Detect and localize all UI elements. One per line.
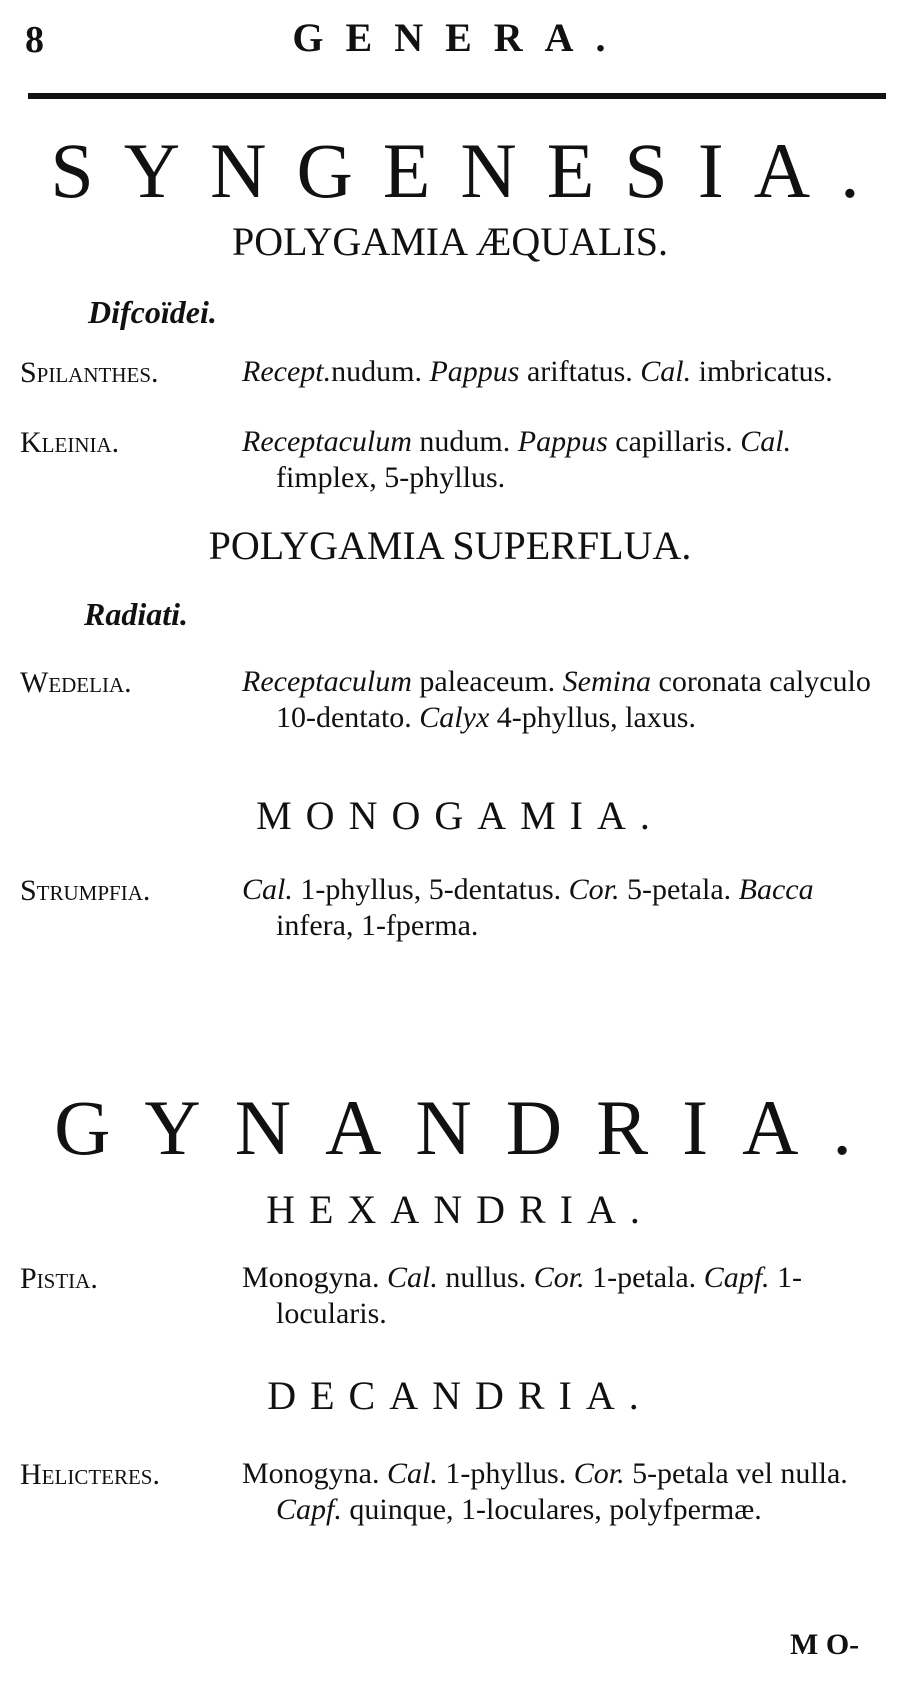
description-text: quinque, 1-loculares, polyfpermæ. bbox=[341, 1493, 762, 1526]
order-title-polygamia-superflua: POLYGAMIA SUPERFLUA. bbox=[208, 523, 692, 568]
description-text: 5-petala. bbox=[619, 873, 739, 906]
italic-term: Cal. bbox=[740, 425, 792, 458]
italic-term: Bacca bbox=[738, 873, 814, 906]
catchword: M O- bbox=[790, 1628, 860, 1661]
italic-term: Pappus bbox=[517, 425, 608, 458]
genus-name-helicteres: Helicteres. bbox=[20, 1458, 160, 1491]
italic-term: Capf. bbox=[703, 1261, 770, 1294]
description-text: infera, 1-fperma. bbox=[276, 909, 479, 942]
group-heading-discoidei: Difcoïdei. bbox=[88, 294, 217, 330]
italic-term: Cal. bbox=[640, 355, 692, 388]
header-rule bbox=[28, 93, 886, 99]
genus-name-spilanthes: Spilanthes. bbox=[20, 356, 159, 389]
italic-term: Recept. bbox=[242, 355, 332, 388]
page-number: 8 bbox=[25, 19, 44, 61]
description-text: Monogyna. bbox=[242, 1261, 387, 1294]
italic-term: Cor. bbox=[568, 873, 620, 906]
description-text: nudum. bbox=[331, 355, 430, 388]
italic-term: Receptaculum bbox=[242, 425, 412, 458]
description-text: 4-phyllus, laxus. bbox=[489, 701, 696, 734]
class-title-syngenesia: SYNGENESIA. bbox=[50, 127, 890, 214]
description-text: capillaris. bbox=[607, 425, 741, 458]
class-title-gynandria: GYNANDRIA. bbox=[54, 1084, 886, 1171]
italic-term: Receptaculum bbox=[242, 665, 412, 698]
description-text: fimplex, 5-phyllus. bbox=[276, 461, 506, 494]
genus-description-spilanthes bbox=[242, 354, 890, 390]
order-title-polygamia-aequalis: POLYGAMIA ÆQUALIS. bbox=[231, 219, 668, 264]
italic-term: Cal. bbox=[242, 873, 293, 906]
italic-term: Cor. bbox=[533, 1261, 585, 1294]
italic-term: Semina bbox=[562, 665, 651, 698]
genus-description-helicteres bbox=[242, 1456, 890, 1528]
description-text: 1-phyllus, 5-dentatus. bbox=[292, 873, 569, 906]
description-text: imbricatus. bbox=[691, 355, 833, 388]
description-text: 1-petala. bbox=[584, 1261, 704, 1294]
description-text: 1-phyllus. bbox=[437, 1457, 574, 1490]
italic-term: Cal. bbox=[387, 1457, 438, 1490]
genus-description-kleinia bbox=[242, 424, 890, 496]
genus-name-kleinia: Kleinia. bbox=[20, 426, 120, 459]
order-title-decandria: DECANDRIA. bbox=[267, 1373, 653, 1418]
genus-name-wedelia: Wedelia. bbox=[20, 666, 132, 699]
description-text: ariftatus. bbox=[519, 355, 641, 388]
genus-name-strumpfia: Strumpfia. bbox=[20, 874, 151, 907]
italic-term: Capf. bbox=[276, 1493, 342, 1526]
italic-term: Calyx bbox=[419, 701, 490, 734]
genus-description-pistia bbox=[242, 1260, 890, 1332]
order-title-hexandria: HEXANDRIA. bbox=[266, 1187, 654, 1232]
genus-description-strumpfia bbox=[242, 872, 890, 944]
italic-term: Cal. bbox=[387, 1261, 438, 1294]
description-text: coronata calyculo 10-dentato. bbox=[276, 665, 871, 734]
genus-name-pistia: Pistia. bbox=[20, 1262, 98, 1295]
genus-description-wedelia bbox=[242, 664, 890, 736]
italic-term: Pappus bbox=[429, 355, 520, 388]
italic-term: Cor. bbox=[573, 1457, 625, 1490]
running-head: GENERA. bbox=[292, 15, 628, 60]
order-title-monogamia: MONOGAMIA. bbox=[256, 793, 664, 838]
description-text: 1-locularis. bbox=[276, 1261, 803, 1330]
description-text: paleaceum. bbox=[411, 665, 563, 698]
description-text: nudum. bbox=[411, 425, 518, 458]
description-text: nullus. bbox=[437, 1261, 534, 1294]
group-heading-radiati: Radiati. bbox=[84, 596, 189, 632]
description-text: Monogyna. bbox=[242, 1457, 387, 1490]
description-text: 5-petala vel nulla. bbox=[624, 1457, 848, 1490]
